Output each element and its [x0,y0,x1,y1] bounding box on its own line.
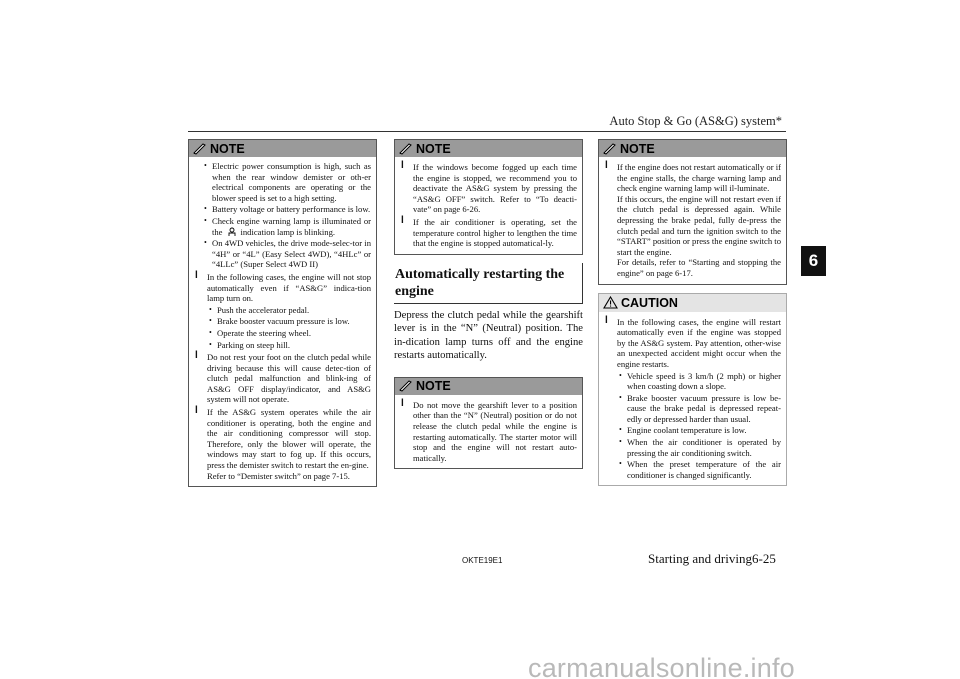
list-item: • Engine coolant temperature is low. [610,425,781,436]
column-middle [394,139,583,477]
caution-box [598,293,787,487]
list-item: • Parking on steep hill. [200,340,371,351]
page-reference: Refer to “Demister switch” on page 7-15. [207,470,350,481]
note-pencil-icon [399,143,413,155]
caution-header [599,294,786,312]
list-item: • When the preset temperature of the air conditioner is changed significantly. [610,459,781,480]
list-item: • Brake booster vacuum pressure is low be-cause the brake pedal is depressed repeat-edly or depressed harder than usual. [610,393,781,425]
column-left [188,139,377,495]
list-item: l Do not rest your foot on the clutch pedal while driving because this will cause detec-tion of clutch pedal malfunction and blink-ing of AS&G OFF display/indicator, and AS&G system will not operate. [195,352,371,405]
list-item: • Operate the steering wheel. [200,328,371,339]
item-text: If this occurs, the engine will not restart even if the clutch pedal is depressed again. While depressing the brake pedal, fully de-press the clutch pedal and turn the ignition switch to the “START” position or press the engine switch to start the engine. [617,193,781,257]
document-code: OKTE19E1 [462,556,503,565]
item-text: l If the AS&G system operates while the air conditioner is operating, both the engine and the air conditioning compressor will stop. Therefore, only the blower will operate, the windows may start to fog up. If this occurs, press the demister switch to restart the en-gine. [207,407,371,471]
list-item [195,216,371,237]
note-box-3 [394,377,583,470]
note-body [395,157,582,254]
page-reference: For details, refer to “Starting and stopping the engine” on page 6-17. [617,257,781,278]
as-g-indicator-icon [227,227,237,237]
list-item [605,162,781,279]
page-number: 6-25 [752,551,776,566]
item-text: l In the following cases, the engine will not stop automatically even if “AS&G” indica-tion lamp turn on. [207,271,371,304]
list-item: • Vehicle speed is 3 km/h (2 mph) or higher when coasting down a slope. [610,371,781,392]
list-item: • Push the accelerator pedal. [200,305,371,316]
note-label: NOTE [210,141,245,156]
watermark: carmanualsonline.info [528,653,795,679]
check-engine-text: Check engine warning lamp is illuminated or the [212,215,371,237]
note-header [395,140,582,157]
note-box-2 [394,139,583,255]
caution-label: CAUTION [621,295,678,310]
note-header [395,378,582,395]
note-body [189,157,376,486]
list-item [195,407,371,481]
note-header [599,140,786,157]
list-item: l Do not move the gearshift lever to a position other than the “N” (Neutral) position or do not release the clutch pedal while the engine is restarting automatically. The starter motor will stop and the engine will not restart auto-matically. [401,400,577,464]
list-item: • Battery voltage or battery performance is low. [195,204,371,215]
note-box-4 [598,139,787,285]
caution-body [599,312,786,486]
note-label: NOTE [416,141,451,156]
running-header-title: Auto Stop & Go (AS&G) system* [609,114,782,128]
note-body [599,157,786,284]
item-text: l In the following cases, the engine will restart automatically even if the engine was stopped by the AS&G system. Pay attention, other-wise an unexpected accident might occur when the engine restarts. [617,316,781,369]
note-pencil-icon [603,143,617,155]
section-title: Automatically restarting the engine [394,263,583,304]
list-item: • Electric power consumption is high, such as when the rear window demister or oth-er electrical components are operating or the blower speed is set to a high setting. [195,161,371,203]
warning-triangle-icon [603,296,618,309]
note-pencil-icon [399,380,413,392]
note-pencil-icon [193,143,207,155]
note-body [395,395,582,469]
note-header [189,140,376,157]
list-item: • Brake booster vacuum pressure is low. [200,316,371,327]
indication-lamp-text: indication lamp is blinking. [240,226,336,237]
footer-section-name: Starting and driving [648,551,752,566]
list-item [605,317,781,481]
column-right [598,139,787,494]
note-label: NOTE [416,379,451,394]
list-item: l If the air conditioner is operating, set the temperature control higher to lengthen the time that the engine is stopped automatical-ly. [401,217,577,249]
note-box-1 [188,139,377,487]
list-item [195,272,371,350]
list-item: • On 4WD vehicles, the drive mode-selec-tor in “4H” or “4L” (Easy Select 4WD), “4HLc” or “4LLc” (Super Select 4WD II) [195,238,371,270]
chapter-tab: 6 [801,246,826,276]
list-item: l If the windows become fogged up each time the engine is stopped, we recommend you to deactivate the AS&G system by pressing the “AS&G OFF” switch. Refer to “To deacti-vate” on page 6-26. [401,162,577,215]
header-rule [188,131,786,132]
list-item: • When the air conditioner is operated by pressing the air conditioning switch. [610,437,781,458]
item-text: l If the engine does not restart automatically or if the engine stalls, the charge warning lamp and check engine warning lamp will il-luminate. [617,162,781,194]
note-label: NOTE [620,141,655,156]
body-paragraph: Depress the clutch pedal while the gearshift lever is in the “N” (Neutral) position. The in-dication lamp turns off and the engine restarts automatically. [394,309,583,362]
